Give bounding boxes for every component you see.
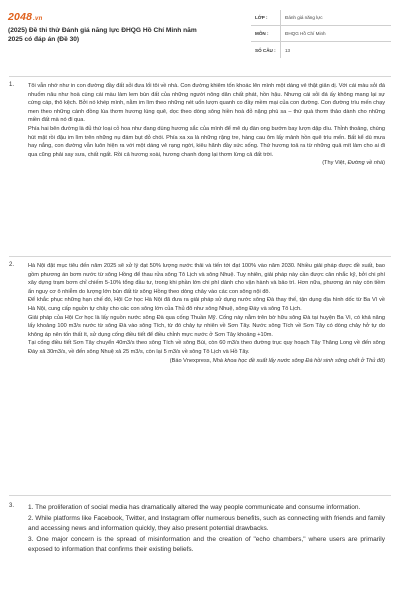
question-number: 3. [9, 503, 15, 509]
question-body [28, 82, 385, 168]
source-citation: (Báo Vnexpress, Nhà khoa học đề xuất lấy nước sông Đà hồi sinh sông chết ở Thủ đô) [169, 357, 385, 364]
paragraph: 1. The proliferation of social media has dramatically altered the way people communicate and consume information. [28, 504, 361, 511]
header [0, 0, 400, 60]
logo-suffix: .vn [33, 16, 43, 22]
meta-row-count [251, 42, 391, 58]
divider [9, 76, 391, 77]
paragraph: Để khắc phục những hạn chế đó, Hội Cơ học Hà Nội đã đưa ra giải pháp sử dụng nước sông Đà thay thế, tận dụng địa hình dốc từ Ba Vì về Hà Nội, cung cấp nguồn tự chảy cho các con sông lớn của Thủ đô như sông Nhuệ, sông Đáy và sông Tô Lịch. [28, 297, 385, 312]
divider [9, 495, 391, 496]
meta-value: 13 [280, 42, 391, 58]
source-citation: (Thy Việt, Đường về nhà) [322, 160, 385, 167]
paragraph: Tại cống điều tiết Sơn Tây chuyển 40m3/s theo sông Tích về sông Bùi, còn 60 m3/s theo đường trục quy hoạch Tây Thăng Long về đến sông Đáy xả 30m3/s, về đến sông Nhuệ xả 25 m3/s, còn lại 5 m3/s về sông Tô Lịch và Hồ Tây. [28, 340, 385, 355]
meta-value: ĐHQG Hồ Chí Minh [280, 26, 391, 41]
site-logo[interactable] [8, 11, 42, 23]
meta-row-subject [251, 26, 391, 42]
logo-text: 2048 [8, 11, 33, 23]
paragraph: Giải pháp của Hội Cơ học là lấy nguồn nước sông Đà qua cống Thuần Mỹ. Cống này nằm trên bờ hữu sông Đà tại huyện Ba Vì, có khả năng lấy khoảng 100 m3/s nước từ sông Đà vào sông Tích, từ đó chảy tự nhiên về Sơn Tây. Nước sông Tích về Sơn Tây có dòng chảy hở tự do không áp nên tốn thất ít, sử dụng cống điều tiết để điều chỉnh mực nước ở Sơn Tây khoảng +10m. [28, 314, 385, 338]
question-number: 1. [9, 82, 15, 88]
paragraph: 3. One major concern is the spread of misinformation and the creation of "echo chambers," where users are primarily exposed to information that confirms their existing beliefs. [28, 535, 385, 553]
question-body [28, 262, 385, 365]
meta-value: Đánh giá năng lực [280, 10, 391, 25]
meta-label: LỚP : [255, 15, 268, 20]
meta-table [251, 10, 391, 58]
question-body [28, 503, 385, 556]
meta-label: SỐ CÂU : [255, 47, 276, 53]
paragraph: 2. While platforms like Facebook, Twitter, and Instagram offer numerous benefits, such as connecting with friends and family and accessing news and information quickly, they also present potential drawbacks. [28, 515, 385, 532]
paragraph: Phía hai bên đường là đủ thứ loại cỏ hoa như đang dùng hương sắc của mình để mê dụ đàn ong bướm bay lượn dập dìu. Thỉnh thoảng, chúng hút mật rồi đậu im lìm trên những nụ đám bụt đỏ chói. Phía xa xa là những rặng tre, hàng cau ôm lấy mảnh hồn quê trìu mến. Bất kể dù mưa hay nắng, con đường vẫn luôn hiện ra với một dáng vẻ rạng ngời, kiêu hãnh đầy sức sống. Thứ hương toả ra từ những quả mít làm cho ai đi qua cũng phải say sưa, chất ngất. Rồi cả hương xoài, hương chanh đọng lại thơm lừng cả đất trời. [28, 125, 385, 158]
meta-label: MÔN : [255, 31, 269, 36]
paragraph: Hà Nội đặt mục tiêu đến năm 2025 sẽ xử lý đạt 50% lượng nước thải và tiến tới đạt 100% vào năm 2030. Nhiều giải pháp được đề xuất, bao gồm phương án bơm nước từ sông Hồng để thau rửa sông Tô Lịch và sông Nhuệ. Tuy nhiên, giải pháp này cần được cân nhắc kỹ, bởi chi phí xây dựng trạm bơm chỉ chiếm 5-10% tổng đầu tư, trong khi phần lớn chi phí dành cho vận hành và bảo trì. Hơn nữa, phương án này còn tiềm ẩn nguy cơ ô nhiễm do lượng lớn bùn đất từ sông Hồng theo dòng chảy vào các con sông nội đô. [28, 263, 385, 295]
page-title: (2025) Đề thi thử Đánh giá năng lực ĐHQG Hồ Chí Minh năm 2025 có đáp án (Đề 30) [8, 27, 197, 44]
divider [9, 256, 391, 257]
question-number: 2. [9, 262, 15, 268]
paragraph: Tôi vẫn nhớ như in con đường đầy đất sỏi đưa lối tôi về nhà. Con đường khiêm tốn khoác lên mình một dáng vẻ thật giản dị. Với cái màu sỏi đá nhuốm nâu như hoà cùng cái màu làm lem bùn đất của những người nông dân chất phát, hồn hậu. Nhưng cái sỏi đá ấy không mang lại sự cứng cáp, thô kệch. Bởi nó khép mình, nằm im lìm theo những nét uốn lượn quanh co đầy mềm mại của con đường. Con đường trìu mến chạy men theo những cánh đồng lúa thơm hương lúng quê, dọc theo dòng sông hiền hoà đỏ nặng phù sa – thứ quà thơm thảo dành cho những miền đất mà nó đi qua. [28, 83, 385, 124]
meta-row-class [251, 10, 391, 26]
